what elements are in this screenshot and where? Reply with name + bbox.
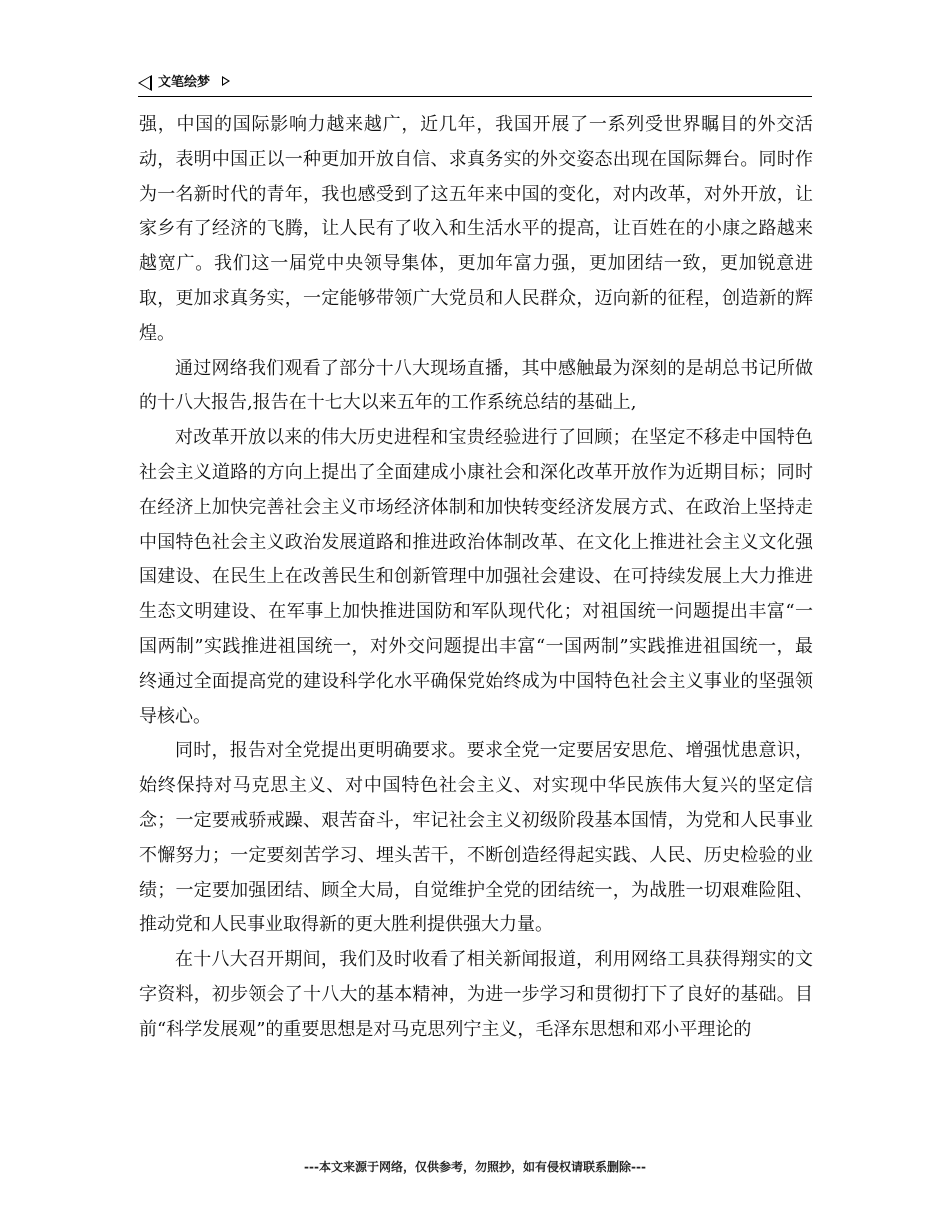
paragraph-party-requirements: 同时，报告对全党提出更明确要求。要求全党一定要居安思危、增强忧患意识，始终保持对马克思主义、对中国特色社会主义、对实现中华民族伟大复兴的坚定信念；一定要戒骄戒躁、艰苦奋斗，牢记社会主义初级阶段基本国情，为党和人民事业不懈努力；一定要刻苦学习、埋头苦干，不断创造经得起实践、人民、历史检验的业绩；一定要加强团结、顾全大局，自觉维护全党的团结统一，为战胜一切艰难险阻、推动党和人民事业取得新的更大胜利提供强大力量。 xyxy=(139,740,813,936)
footer-disclaimer: ---本文来源于网络，仅供参考，勿照抄，如有侵权请联系删除--- xyxy=(304,1160,646,1174)
triangle-right-icon xyxy=(222,76,230,86)
document-body xyxy=(139,108,813,1048)
page-header xyxy=(138,70,812,97)
paragraph-news-study: 在十八大召开期间，我们及时收看了相关新闻报道，利用网络工具获得翔实的文字资料，初步领会了十八大的基本精神，为进一步学习和贯彻打下了良好的基础。目前“科学发展观”的重要思想是对马克思列宁主义，毛泽东思想和邓小平理论的 xyxy=(139,949,813,1040)
paragraph-reform-review: 对改革开放以来的伟大历史进程和宝贵经验进行了回顾；在坚定不移走中国特色社会主义道路的方向上提出了全面建成小康社会和深化改革开放作为近期目标；同时在经济上加快完善社会主义市场经济体制和加快转变经济发展方式、在政治上坚持走中国特色社会主义政治发展道路和推进政治体制改革、在文化上推进社会主义文化强国建设、在民生上在改善民生和创新管理中加强社会建设、在可持续发展上大力推进生态文明建设、在军事上加快推进国防和军队现代化；对祖国统一问题提出丰富“一国两制”实践推进祖国统一，对外交问题提出丰富“一国两制”实践推进祖国统一，最终通过全面提高党的建设科学化水平确保党始终成为中国特色社会主义事业的坚强领导核心。 xyxy=(139,427,813,727)
header-title: 文笔绘梦 xyxy=(158,75,211,90)
triangle-left-icon xyxy=(138,75,152,91)
paragraph-live-broadcast: 通过网络我们观看了部分十八大现场直播，其中感触最为深刻的是胡总书记所做的十八大报告,报告在十七大以来五年的工作系统总结的基础上, xyxy=(139,357,813,414)
paragraph-continuation: 强，中国的国际影响力越来越广，近几年，我国开展了一系列受世界瞩目的外交活动，表明中国正以一种更加开放自信、求真务实的外交姿态出现在国际舞台。同时作为一名新时代的青年，我也感受到了这五年来中国的变化，对内改革，对外开放，让家乡有了经济的飞腾，让人民有了收入和生活水平的提高，让百姓在的小康之路越来越宽广。我们这一届党中央领导集体，更加年富力强，更加团结一致，更加锐意进取，更加求真务实，一定能够带领广大党员和人民群众，迈向新的征程，创造新的辉煌。 xyxy=(139,114,813,344)
